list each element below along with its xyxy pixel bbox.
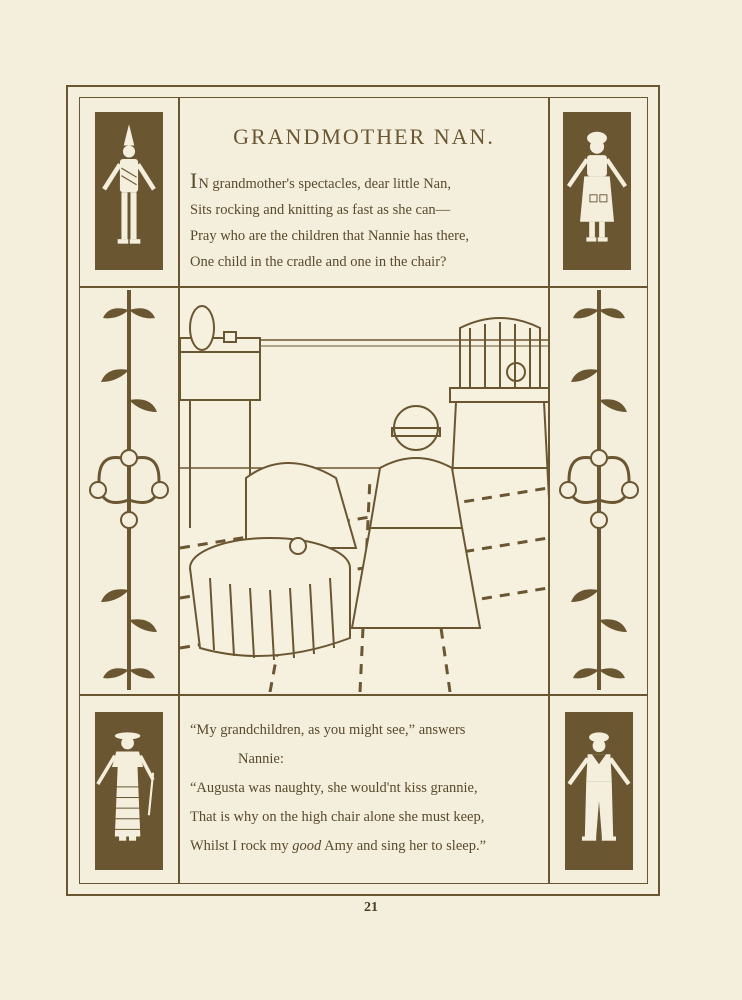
verse-bottom-line-4: That is why on the high chair alone she must keep, [190,809,485,825]
verse-top-line-1-text: N grandmother's spectacles, dear little Nan, [198,176,451,192]
verse-bottom-line-3: “Augusta was naughty, she would'nt kiss grannie, [190,780,478,796]
doll-girl-icon [563,102,631,272]
verse-top-line-1 [190,168,548,197]
verse-bottom-line-5-b: Amy and sing her to sleep.” [321,838,487,854]
floral-vine-left [86,290,172,690]
page-number: 21 [364,900,378,915]
verse-bottom-line-5 [190,832,548,861]
verse-top-line-3: Pray who are the children that Nannie has there, [190,228,470,244]
verse-top-line-2: Sits rocking and knitting as fast as she can— [190,202,451,218]
doll-lady-parasol-icon [95,706,163,872]
doll-sailor-panel [565,712,633,870]
floral-vine-right [556,290,642,690]
poem-title: GRANDMOTHER NAN. [233,124,495,149]
verse-bottom-line-5-a: Whilst I rock my [190,838,293,854]
verse-top [190,168,548,275]
grid-line-right [548,97,550,884]
drop-cap: I [190,168,199,193]
verse-bottom-line-5-italic: good [292,838,322,854]
doll-lady-panel [95,712,163,870]
doll-girl-panel [563,112,631,270]
doll-sailor-icon [565,706,633,872]
verse-top-line-4: One child in the cradle and one in the chair? [190,254,447,270]
verse-bottom [190,716,548,861]
verse-bottom-line-2: Nannie: [238,751,284,767]
grid-line-bottom [79,694,648,696]
verse-bottom-line-1: “My grandchildren, as you might see,” answers [190,722,466,738]
nursery-illustration [180,288,548,692]
toy-soldier-icon [95,102,163,272]
toy-soldier-panel [95,112,163,270]
